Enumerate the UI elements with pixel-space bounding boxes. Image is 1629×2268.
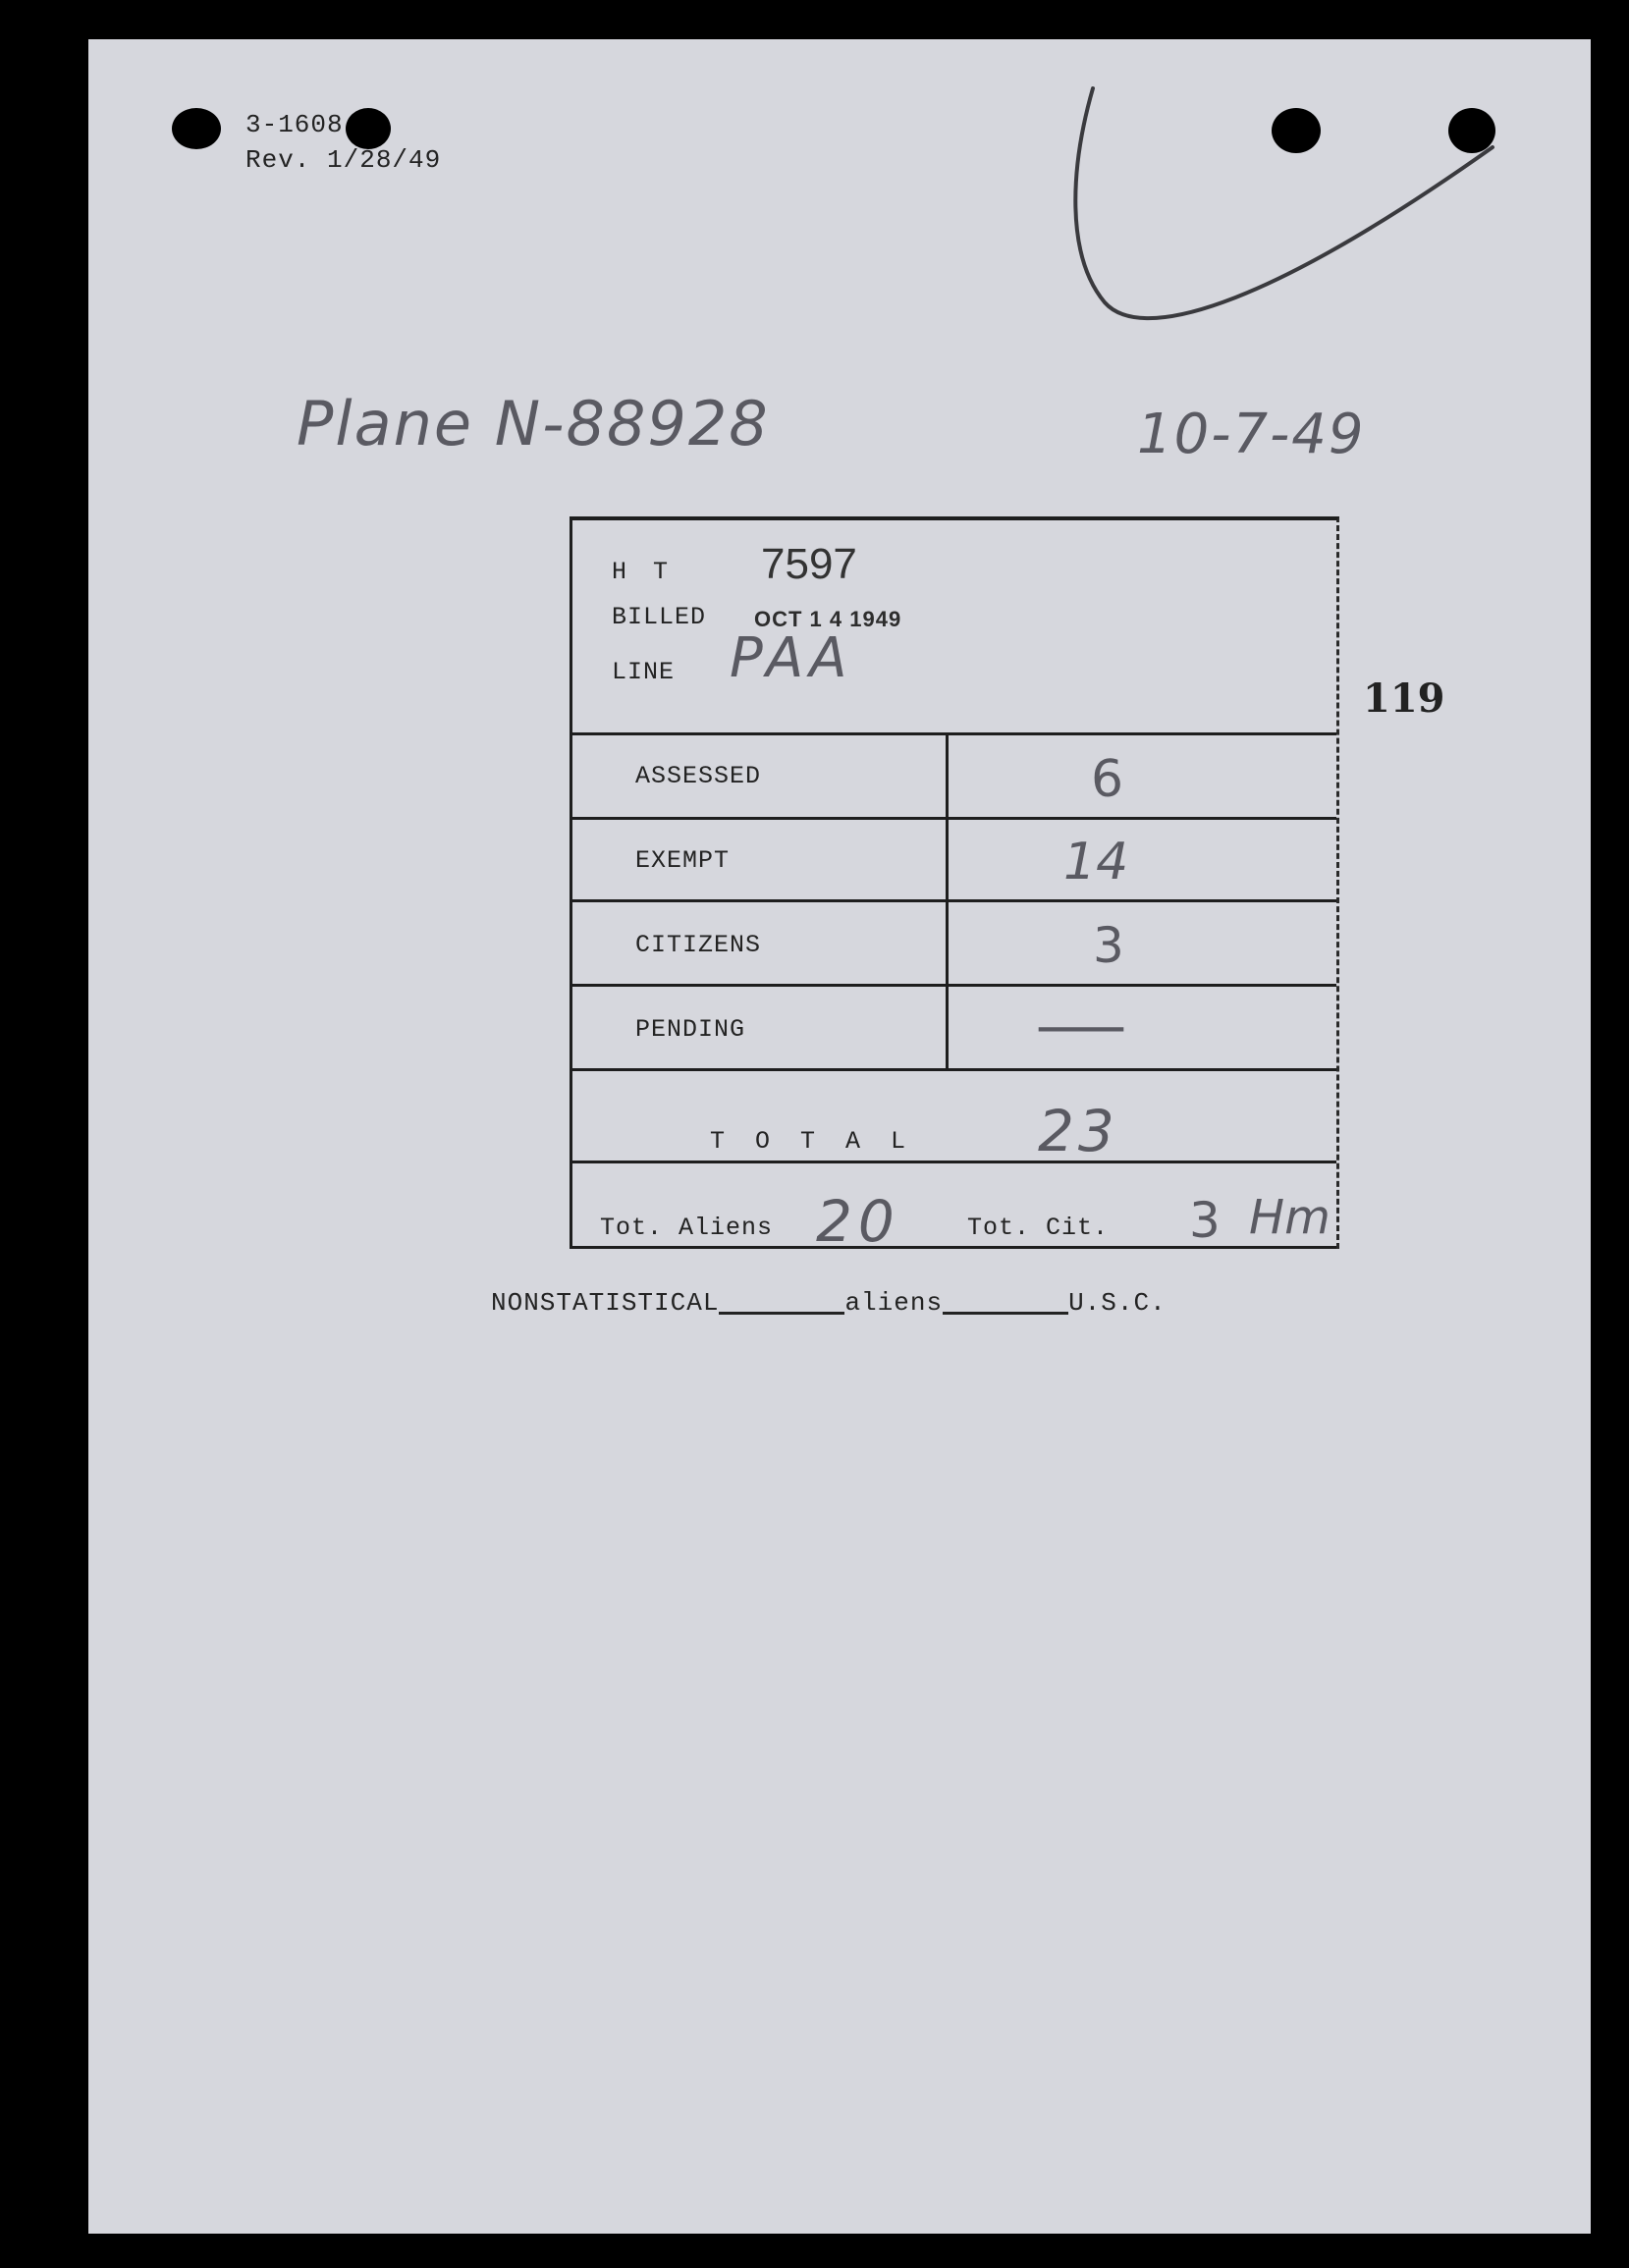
divider-header [572, 732, 1336, 735]
row-value-exempt: 14 [1063, 833, 1129, 891]
punch-hole-top-left-2 [346, 108, 391, 149]
divider-row-1 [572, 817, 1336, 820]
nonstatistical-label: NONSTATISTICAL [491, 1288, 720, 1318]
row-value-citizens: 3 [1093, 917, 1124, 974]
document-page [88, 39, 1591, 2234]
line-value: PAA [730, 626, 853, 690]
billed-label: BILLED [612, 603, 707, 631]
ht-label: H T [612, 558, 675, 586]
form-number: 3-1608 [245, 110, 344, 139]
row-label-citizens: CITIZENS [635, 931, 762, 959]
check-mark-icon [1060, 79, 1571, 353]
handwritten-date: 10-7-49 [1137, 403, 1366, 466]
tot-aliens-label: Tot. Aliens [600, 1214, 774, 1242]
divider-total [572, 1161, 1336, 1163]
ht-value: 7597 [761, 540, 857, 588]
billed-date-stamp: OCT 1 4 1949 [754, 607, 902, 631]
divider-row-3 [572, 984, 1336, 987]
row-label-assessed: ASSESSED [635, 762, 762, 790]
handwritten-initials: Hm [1249, 1190, 1330, 1245]
divider-row-4 [572, 1068, 1336, 1071]
row-value-assessed: 6 [1091, 750, 1124, 809]
head-tax-form [570, 516, 1339, 1255]
row-label-exempt: EXEMPT [635, 846, 731, 875]
divider-row-2 [572, 899, 1336, 902]
line-label: LINE [612, 658, 676, 686]
divider-bottom [572, 1246, 1336, 1249]
column-divider [946, 732, 949, 1068]
total-label: T O T A L [710, 1127, 914, 1156]
aliens-blank [719, 1312, 844, 1315]
handwritten-plane-number: Plane N-88928 [297, 388, 770, 459]
aliens-label: aliens [844, 1288, 944, 1318]
tot-aliens-value: 20 [816, 1188, 900, 1255]
tot-cit-value: 3 [1189, 1192, 1221, 1249]
revision-date: Rev. 1/28/49 [245, 145, 442, 175]
usc-blank [943, 1312, 1068, 1315]
tot-cit-label: Tot. Cit. [967, 1214, 1110, 1242]
usc-label: U.S.C. [1068, 1288, 1167, 1318]
row-label-pending: PENDING [635, 1015, 746, 1044]
total-value: 23 [1038, 1098, 1118, 1164]
row-value-pending: — [1034, 992, 1128, 1060]
punch-hole-top-left-1 [172, 108, 221, 149]
nonstatistical-line [491, 1288, 1167, 1318]
page-number: 119 [1363, 675, 1445, 722]
